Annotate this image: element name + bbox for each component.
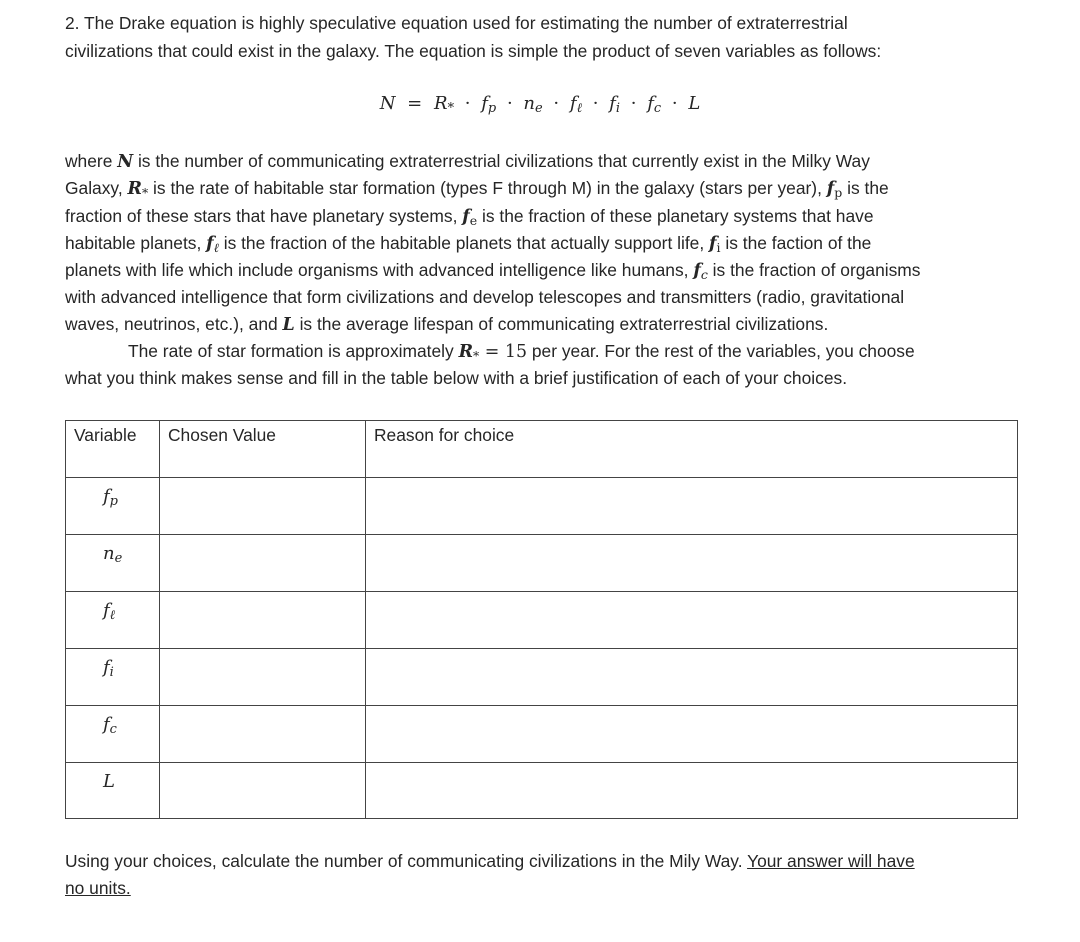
eq-dot: · (464, 93, 471, 114)
eq-dot: · (592, 93, 599, 114)
intro-line-2: civilizations that could exist in the galaxy. The equation is simple the product of seven variables as follows: (65, 41, 882, 61)
variable-cell-L: L (66, 763, 160, 819)
variable-cell-fi: $f_i$ (66, 649, 160, 706)
para-line-5: planets with life which include organisms with advanced intelligence like humans, $f_c$ is the fraction of organisms (65, 260, 921, 283)
para-line-6: with advanced intelligence that form civilizations and develop telescopes and transmitters (radio, gravitational (65, 287, 905, 307)
variable-cell-fp: $f_p$ (66, 478, 160, 535)
para-line-1: where N is the number of communicating extraterrestrial civilizations that currently exist in the Milky Way (65, 151, 870, 172)
para-line-4: habitable planets, $f_\ell$ is the fraction of the habitable planets that actually support life, $f_i$ is the faction of the (65, 233, 872, 256)
eq-R-sub: * (447, 101, 455, 117)
para-line-8: The rate of star formation is approximately $R_* = 15$ per year. For the rest of the variables, you choose (128, 341, 915, 364)
chosen-value-cell[interactable] (160, 535, 366, 592)
eq-dot: · (506, 93, 513, 114)
header-variable: Variable (66, 421, 160, 478)
para-line-2: Galaxy, $R_*$ is the rate of habitable star formation (types F through M) in the galaxy (stars per year), $f_p$ is the (65, 178, 889, 201)
table-header-row (66, 421, 1018, 478)
reason-cell[interactable] (366, 763, 1018, 819)
eq-dot: · (630, 93, 637, 114)
chosen-value-cell[interactable] (160, 706, 366, 763)
reason-cell[interactable] (366, 592, 1018, 649)
eq-fp-sub: p (487, 101, 497, 117)
table-row (66, 535, 1018, 592)
intro-line-1: 2. The Drake equation is highly speculative equation used for estimating the number of extraterrestrial (65, 13, 848, 33)
eq-dot: · (671, 93, 678, 114)
eq-fc: f (647, 93, 654, 114)
table-row (66, 478, 1018, 535)
eq-fi-sub: i (615, 101, 620, 117)
reason-cell[interactable] (366, 706, 1018, 763)
eq-ne: n (523, 93, 536, 114)
header-chosen-value: Chosen Value (160, 421, 366, 478)
reason-cell[interactable] (366, 478, 1018, 535)
eq-fl: f (569, 93, 577, 114)
para-line-3: fraction of these stars that have planetary systems, $f_e$ is the fraction of these planetary systems that have (65, 206, 874, 229)
eq-equals: = (407, 93, 423, 114)
drake-equation (0, 91, 1080, 117)
variable-cell-fl: $f_\ell$ (66, 592, 160, 649)
para-line-9: what you think makes sense and fill in the table below with a brief justification of each of your choices. (65, 368, 848, 388)
reason-cell[interactable] (366, 535, 1018, 592)
eq-fc-sub: c (653, 101, 662, 117)
eq-R: R (434, 93, 448, 114)
variable-cell-fc: $f_c$ (66, 706, 160, 763)
footer-line-1: Using your choices, calculate the number of communicating civilizations in the Mily Way. Your answer will have (65, 851, 915, 871)
eq-L: L (688, 93, 701, 114)
table-row (66, 592, 1018, 649)
chosen-value-cell[interactable] (160, 649, 366, 706)
eq-ne-sub: e (535, 101, 543, 117)
variables-table (65, 420, 1018, 819)
variable-cell-ne: $n_e$ (66, 535, 160, 592)
table-row (66, 763, 1018, 819)
eq-fl-sub: ℓ (576, 101, 582, 117)
chosen-value-cell[interactable] (160, 592, 366, 649)
footer-line-2: no units. (65, 878, 131, 898)
table-row (66, 649, 1018, 706)
chosen-value-cell[interactable] (160, 763, 366, 819)
eq-dot: · (553, 93, 560, 114)
reason-cell[interactable] (366, 649, 1018, 706)
header-reason: Reason for choice (366, 421, 1018, 478)
table-row (66, 706, 1018, 763)
eq-fi: f (609, 93, 616, 114)
chosen-value-cell[interactable] (160, 478, 366, 535)
para-line-7: waves, neutrinos, etc.), and L is the average lifespan of communicating extraterrestrial civilizations. (65, 314, 829, 335)
eq-N: N (379, 93, 396, 114)
eq-fp: f (481, 93, 488, 114)
